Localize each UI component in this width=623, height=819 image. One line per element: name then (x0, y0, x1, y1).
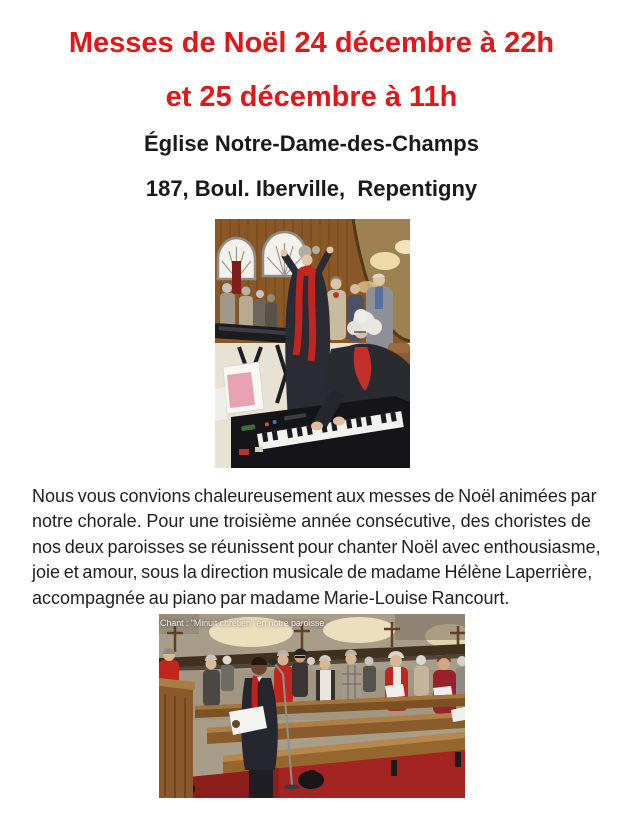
video-caption-overlay: Chant : "Minuit chrétien" en notre paroisse (160, 618, 325, 628)
paragraph-line: nos deux paroisses se réunissent pour chanter Noël avec enthousiasme, (32, 536, 601, 557)
choir-rehearsal-photo (215, 219, 410, 468)
paragraph-line: accompagnée au piano par madame Marie-Louise Rancourt. (32, 587, 510, 608)
venue-address: 187, Boul. Iberville, Repentigny (145, 176, 478, 201)
paragraph-line: notre chorale. Pour une troisième année consécutive, des choristes de (32, 511, 591, 532)
church-choir-photo (159, 614, 465, 798)
choir-rehearsal-illustration (215, 219, 410, 468)
venue-name: Église Notre-Dame-des-Champs (144, 131, 479, 156)
church-choir-illustration (159, 614, 465, 798)
flyer-title-line2: et 25 décembre à 11h (165, 81, 458, 113)
paragraph-line: Nous vous convions chaleureusement aux messes de Noël animées par (32, 486, 597, 506)
paragraph-line: joie et amour, sous la direction musicale de madame Hélène Laperrière, (32, 562, 593, 583)
flyer-title-line1: Messes de Noël 24 décembre à 22h (68, 27, 555, 59)
invitation-paragraph (32, 484, 601, 611)
